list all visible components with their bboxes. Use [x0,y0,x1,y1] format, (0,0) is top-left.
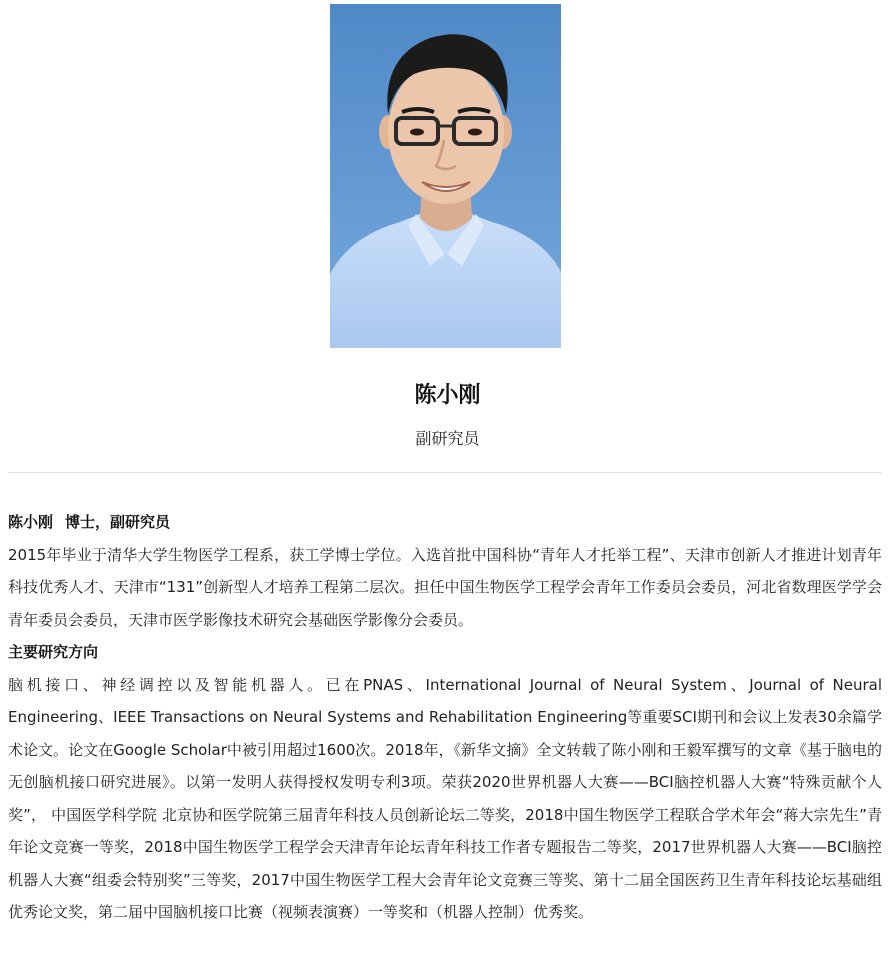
bio-intro: 2015年毕业于清华大学生物医学工程系，获工学博士学位。入选首批中国科协“青年人才托举工程”、天津市创新人才推进计划青年科技优秀人才、天津市“131”创新型人才培养工程第二层次。担任中国生物医学工程学会青年工作委员会委员，河北省数理医学学会青年委员会委员，天津市医学影像技术研究会基础医学影像分会委员。 [8,545,882,629]
section-divider [8,472,882,473]
person-name: 陈小刚 [414,383,481,408]
bio-content [8,506,882,929]
bio-heading-degree: 博士，副研究员 [65,513,171,531]
bio-heading-name: 陈小刚 [8,513,54,531]
portrait-illustration [330,4,561,348]
portrait-photo [330,4,561,348]
bio-heading [8,506,882,539]
person-title: 副研究员 [415,429,480,448]
research-heading: 主要研究方向 [8,643,99,661]
research-text: 脑机接口、神经调控以及智能机器人。已在PNAS、International Journal of Neural System、Journal of Neural Engineering、IEEE Transactions on Neural Systems and Rehabilitation Engineering等重要SCI期刊和会议上发表30余篇学术论文。论文在Google Scholar中被引用超过1600次。2018年，《新华文摘》全文转载了陈小刚和王毅军撰写的文章《基于脑电的无创脑机接口研究进展》。以第一发明人获得授权发明专利3项。荣获2020世界机器人大赛——BCI脑控机器人大赛“特殊贡献个人奖”， 中国医学科学院 北京协和医学院第三届青年科技人员创新论坛二等奖，2018中国生物医学工程联合学术年会“蒋大宗先生”青年论文竞赛一等奖，2018中国生物医学工程学会天津青年论坛青年科技工作者专题报告二等奖，2017世界机器人大赛——BCI脑控机器人大赛“组委会特别奖”三等奖，2017中国生物医学工程大会青年论文竞赛三等奖、第十二届全国医药卫生青年科技论坛基础组优秀论文奖，第二届中国脑机接口比赛（视频表演赛）一等奖和（机器人控制）优秀奖。 [8,675,882,921]
